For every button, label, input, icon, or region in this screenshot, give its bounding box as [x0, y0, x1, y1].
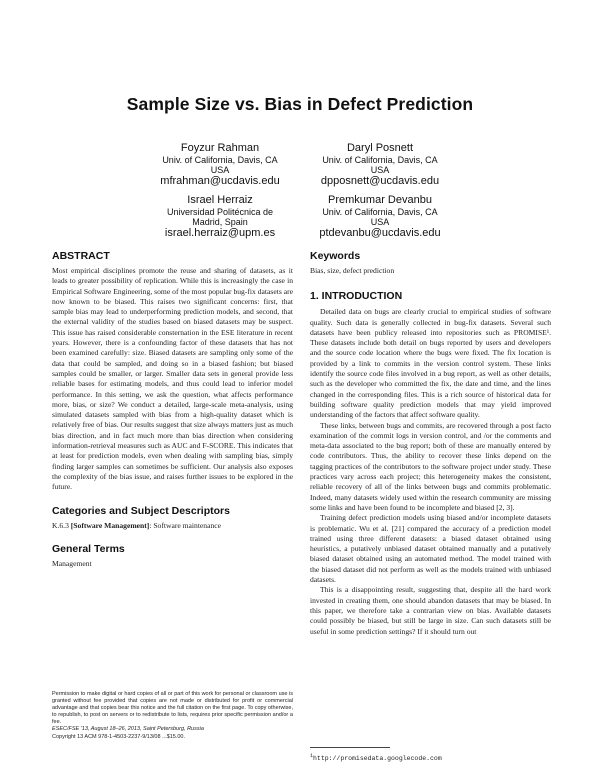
intro-paragraph-2: These links, between bugs and commits, are recovered through a post facto examination of the commit logs in version control, and /or the comments and meta-data associated to the bug report; both of these are manually entered by code contributors. Thus, the ability to recover these links depend on the tagging practices of the contributors to the software project under study. These practices vary across each project; this heterogeneity makes the consistent, reliable recovery of all of the links between bugs and commits problematic. Indeed, many datasets widely used within the research community are missing some links and have been found to be incomplete and biased [2, 3].: [310, 420, 551, 512]
footnote-url: http://promisedata.googlecode.com: [313, 755, 442, 763]
intro-paragraph-1: Detailed data on bugs are clearly crucial to empirical studies of software quality. Such data is generally collected in bug-fix datasets. Several such datasets have been publicy released into repositories such as PROMISE¹. These datasets include both detail on bugs reported by users and developers and the source code location where the bugs were fixed. The fix location is provided by a link to commits in the version control system. These links identify the source code files involved in a bug report, as well as other details, such as the developer who committed the fix, the date and time, and the lines changed in the corresponding files. This is a rich source of historical data for building software quality prediction models that may yield improved understanding of the factors that affect software quality.: [310, 307, 551, 420]
author-affiliation: Univ. of California, Davis, CA: [162, 155, 278, 165]
keywords-text: Bias, size, defect prediction: [310, 266, 395, 275]
intro-paragraph-3: Training defect prediction models using biased and/or incomplete datasets is problematic. Wu et al. [21] compared the accuracy of a prediction model trained using three different datasets: a biased dataset obtained using heuristics, a putatively unbiased dataset obtained manually and a putatively biased dataset obtained using an automated method. The model trained with the biased dataset did not perform as well as the models trained with unbiased datasets.: [310, 513, 551, 585]
author-block-2: [285, 142, 475, 188]
intro-paragraph-4: This is a disappointing result, suggesting that, despite all the hard work invested in creating them, one should abandon datasets that may be biased. In this paper, we therefore take a contrarian view on bias. Available datasets could possibly be biased, but still be large in size. Can such datasets still be useful in some prediction settings? If it should turn out: [310, 585, 551, 636]
general-terms-heading: General Terms: [52, 542, 125, 555]
right-column: [310, 250, 551, 637]
general-terms-text: Management: [52, 558, 92, 568]
category-code: K.6.3: [52, 520, 71, 530]
footnote-mark: 1: [310, 753, 314, 759]
copyright-notice: [52, 691, 293, 741]
author-name: Premkumar Devanbu: [328, 194, 432, 206]
introduction-heading: 1. INTRODUCTION: [310, 290, 403, 303]
author-name: Daryl Posnett: [346, 142, 414, 154]
author-affiliation: Univ. of California, Davis, CA: [322, 155, 438, 165]
footnote-rule: [310, 747, 390, 748]
author-name: Israel Herraiz: [187, 194, 253, 206]
acm-copyright: Copyright 13 ACM 978-1-4503-2237-9/13/08 ...$15.00.: [52, 733, 186, 740]
categories-text: [52, 521, 293, 531]
author-affiliation: Universidad Politécnica de: [166, 207, 274, 217]
author-email: ptdevanbu@ucdavis.edu: [319, 227, 441, 239]
author-affiliation: Univ. of California, Davis, CA: [322, 207, 438, 217]
abstract-text: Most empirical disciplines promote the reuse and sharing of datasets, as it leads to greater possibility of replication. While this is increasingly the case in Empirical Software Engineering, some of the most popular bug-fix datasets are now known to be biased. This raises two significant concerns: first, that sample bias may lead to underperforming prediction models, and second, that the external validity of the studies based on biased datasets may be suspect. This issue has raised considerable consternation in the ESE literature in recent years. However, there is a confounding factor of these datasets that has not been examined carefully: size. Biased datasets are sampling only some of the data that could be sampled, and doing so in a biased fashion; but biased samples could be smaller, or larger. Smaller data sets in general provide less reliable bases for estimating models, and thus could lead to inferior model performance. In this setting, we ask the question, what affects performance more, bias, or size? We conduct a detailed, large-scale meta-analysis, using simulated datasets sampled with bias from a high-quality dataset which is relatively free of bias. Our results suggest that size always matters just as much bias direction, and in fact much more than bias direction when considering information-retrieval measures such as AUC and F-SCORE. This indicates that at least for prediction models, even when dealing with sampling bias, simply finding larger samples can sometimes be sufficient. Our analysis also exposes the complexity of the bias issue, and raises further issues to be explored in the future.: [52, 266, 293, 492]
author-email: mfrahman@ucdavis.edu: [160, 175, 280, 187]
abstract-heading: ABSTRACT: [52, 250, 110, 262]
permission-text: Permission to make digital or hard copies of all or part of this work for personal or classroom use is granted without fee provided that copies are not made or distributed for profit or commercial advantage and that copies bear this notice and the full citation on the first page. To copy otherwise, to republish, to post on servers or to redistribute to lists, requires prior specific permission and/or a fee.: [52, 691, 293, 726]
keywords-heading: Keywords: [310, 250, 361, 262]
category-name: [Software Management]: [70, 520, 150, 530]
author-affiliation-country: USA: [370, 165, 390, 175]
author-name: Foyzur Rahman: [180, 142, 260, 154]
author-block-4: [285, 194, 475, 240]
left-column: [52, 250, 293, 569]
author-email: dpposnett@ucdavis.edu: [320, 175, 440, 187]
author-affiliation-country: USA: [370, 217, 390, 227]
footnote: [310, 752, 551, 763]
author-affiliation-country: USA: [210, 165, 230, 175]
paper-title: Sample Size vs. Bias in Defect Prediction: [126, 94, 474, 114]
author-affiliation-country: Madrid, Spain: [192, 217, 248, 227]
category-detail: : Software maintenance: [149, 520, 222, 530]
venue-text: ESEC/FSE '13, August 18–26, 2013, Saint Petersburg, Russia: [52, 726, 204, 733]
author-email: israel.herraiz@upm.es: [164, 227, 276, 239]
categories-heading: Categories and Subject Descriptors: [52, 504, 230, 517]
